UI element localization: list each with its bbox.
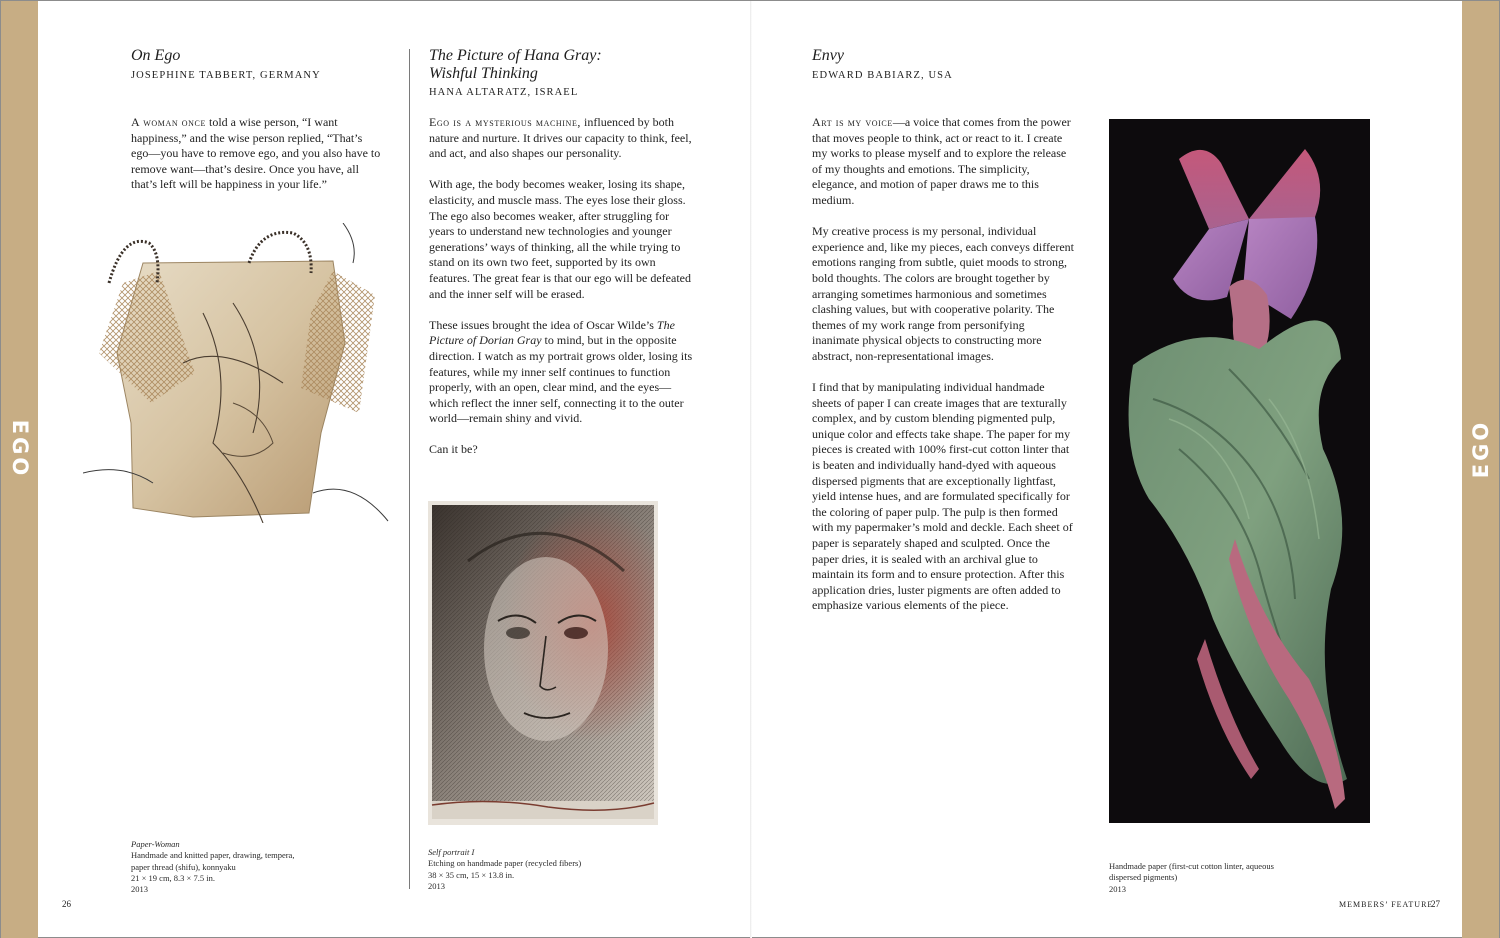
caption-paper-woman-size: 21 × 19 cm, 8.3 × 7.5 in. bbox=[131, 872, 215, 883]
lead-in-envy: Art is my voice bbox=[812, 115, 893, 129]
left-section-tab bbox=[1, 1, 38, 938]
artwork-self-portrait bbox=[428, 501, 658, 825]
caption-envy bbox=[1109, 861, 1319, 895]
page-gutter bbox=[750, 1, 752, 938]
body-hana-gray-p1: influenced by both nature and nurture. It drives our capacity to think, feel, and act, and also shapes our personality. bbox=[429, 115, 692, 161]
article-author-tabbert: JOSEPHINE TABBERT, GERMANY bbox=[131, 70, 321, 81]
lead-in-on-ego: A woman once bbox=[131, 115, 206, 129]
running-head: MEMBERS’ FEATURE bbox=[1339, 900, 1434, 909]
caption-self-portrait-year: 2013 bbox=[428, 880, 445, 891]
caption-envy-medium-line2: dispersed pigments) bbox=[1109, 872, 1178, 883]
article-body-hana-gray bbox=[429, 115, 695, 474]
article-title-envy: Envy bbox=[812, 47, 844, 64]
article-body-envy bbox=[812, 115, 1074, 630]
left-section-tab-label: EGO bbox=[7, 419, 32, 479]
page-number-right: 27 bbox=[1431, 899, 1440, 909]
body-hana-gray-p2: With age, the body becomes weaker, losing its shape, elasticity, and muscle mass. The eyes lose their gloss. The ego also becomes weaker, after struggling for years to understand new technologies and younger generations’ ways of thinking, all the while trying to stand on its own two feet, supported by its own features. The great fear is that our ego will be defeated and the inner self will be erased. bbox=[429, 177, 691, 301]
article-author-babiarz: EDWARD BABIARZ, USA bbox=[812, 70, 953, 81]
body-hana-gray-p3b: to mind, but in the opposite direction. I watch as my portrait grows older, losing its features, while my inner self continues to function properly, with an open, clear mind, and the eyes—which reflect the inner self, connecting it to the outer world—remain shiny and vivid. bbox=[429, 333, 693, 426]
caption-paper-woman-title: Paper-Woman bbox=[131, 839, 180, 849]
caption-self-portrait-size: 38 × 35 cm, 15 × 13.8 in. bbox=[428, 869, 515, 880]
caption-self-portrait-title: Self portrait I bbox=[428, 847, 475, 857]
body-on-ego-text: told a wise person, “I want happiness,” and the wise person replied, “That’s ego—you have to remove ego, and you also have to remove want—that’s desire. Once you have, all that’s left will be happiness in your life.” bbox=[131, 115, 381, 192]
body-envy-p3: I find that by manipulating individual handmade sheets of paper I can create images that are texturally complex, and by custom blending pigmented pulp, unique color and effects take shape. The paper for my pieces is created with 100% first-cut cotton linter that is beaten and individually hand-dyed with aqueous dispersed pigments that are exceptionally lightfast, yield intense hues, and are formulated specifically for the coloring of paper pulp. The pulp is then formed with my papermaker’s mold and deckle. Each sheet of paper is separately shaped and sculpted. Once the paper dries, it is sealed with an archival glue to maintain its form and to ensure protection. After this application dries, luster pigments are often added to emphasize various elements of the piece. bbox=[812, 380, 1073, 613]
article-body-on-ego bbox=[131, 115, 381, 209]
caption-self-portrait bbox=[428, 847, 628, 892]
article-title-hana-gray bbox=[429, 47, 602, 83]
caption-paper-woman bbox=[131, 839, 301, 895]
right-section-tab-label: EGO bbox=[1468, 419, 1493, 479]
article-title-hana-gray-line1: The Picture of Hana Gray: bbox=[429, 47, 602, 64]
artwork-envy bbox=[1109, 119, 1370, 823]
body-hana-gray-p4: Can it be? bbox=[429, 442, 478, 457]
caption-envy-medium-line1: Handmade paper (first-cut cotton linter, aqueous bbox=[1109, 861, 1274, 871]
caption-self-portrait-medium: Etching on handmade paper (recycled fibers) bbox=[428, 858, 582, 869]
article-title-hana-gray-line2: Wishful Thinking bbox=[429, 65, 538, 82]
article-title-on-ego: On Ego bbox=[131, 47, 181, 64]
book-title-dorian-gray: The Picture of Dorian Gray bbox=[429, 317, 675, 348]
body-hana-gray-p3a: These issues brought the idea of Oscar Wilde’s bbox=[429, 317, 654, 332]
caption-paper-woman-medium: Handmade and knitted paper, drawing, tempera, paper thread (shifu), konnyaku bbox=[131, 850, 295, 872]
column-divider bbox=[409, 49, 410, 889]
caption-envy-year: 2013 bbox=[1109, 883, 1126, 894]
artwork-paper-woman bbox=[83, 223, 393, 523]
body-envy-p1: —a voice that comes from the power that moves people to think, act or react to it. I create my works to please myself and to explore the release of my thoughts and emotions. The simplicity, elegance, and motion of paper draws me to this medium. bbox=[812, 115, 1071, 207]
caption-paper-woman-year: 2013 bbox=[131, 884, 148, 895]
right-section-tab bbox=[1462, 1, 1499, 938]
article-author-altaratz: HANA ALTARATZ, ISRAEL bbox=[429, 87, 579, 98]
body-envy-p2: My creative process is my personal, individual experience and, like my pieces, each conveys different emotions ranging from subtle, quiet moods to strong, bold thoughts. The colors are brought together by arranging sometimes harmonious and sometimes clashing values, but with cooperative polarity. The themes of my work range from personifying inanimate physical objects to constructing more abstract, non-representational images. bbox=[812, 224, 1074, 363]
lead-in-hana-gray: Ego is a mysterious machine, bbox=[429, 115, 582, 129]
page-number-left: 26 bbox=[62, 899, 71, 909]
